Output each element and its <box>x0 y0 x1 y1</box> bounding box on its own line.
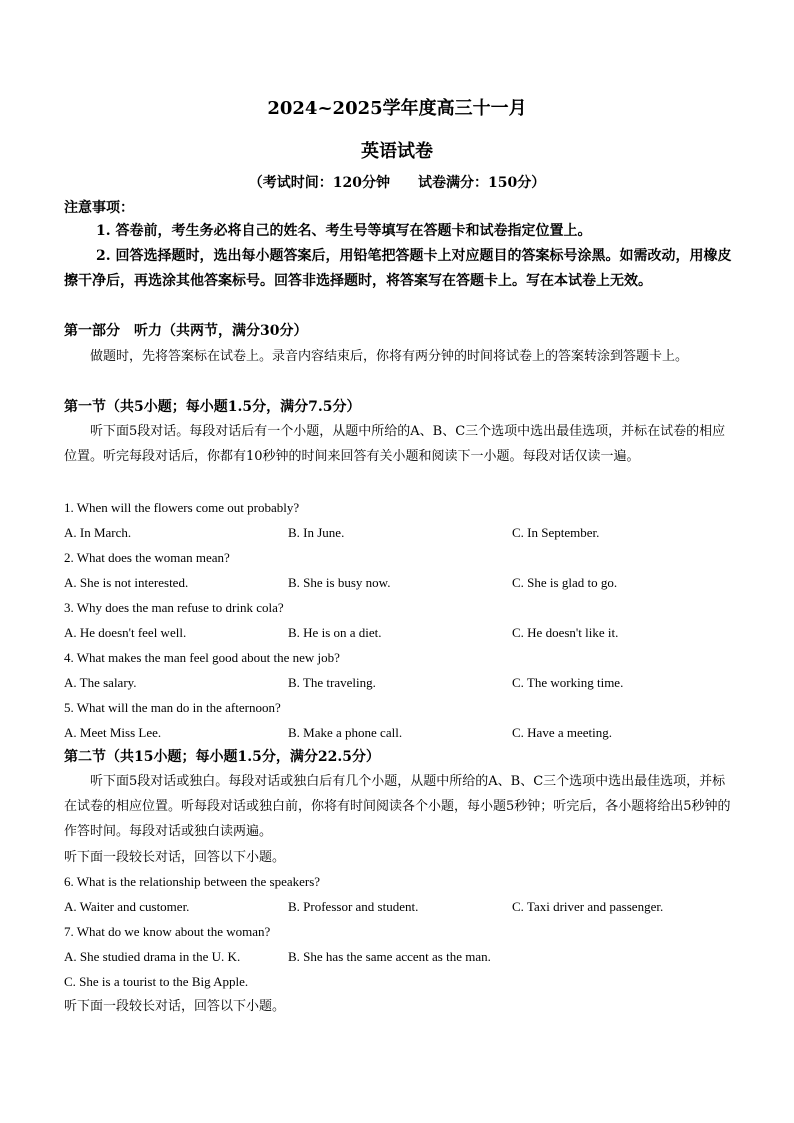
section2-heading: 第二节（共15小题；每小题1.5分，满分22.5分） <box>64 749 380 765</box>
section1-heading: 第一节（共5小题；每小题1.5分，满分7.5分） <box>64 399 361 415</box>
notes-heading: 注意事项： <box>64 200 134 216</box>
question-6: 6. What is the relationship between the speakers? <box>64 874 321 889</box>
q4-option-a: A. The salary. <box>64 675 137 690</box>
q2-option-b: B. She is busy now. <box>288 575 391 590</box>
question-1: 1. When will the flowers come out probably? <box>64 500 300 515</box>
part1-instructions: 做题时，先将答案标在试卷上。录音内容结束后，你将有两分钟的时间将试卷上的答案转涂到答题卡上。 <box>90 349 689 364</box>
section1-instructions: 听下面5段对话。每段对话后有一个小题，从题中所给的A、B、C三个选项中选出最佳选项，并标在试卷的相应位置。听完每段对话后，你都有10秒钟的时间来回答有关小题和阅读下一小题。每段对话仅读一遍。 <box>64 424 726 464</box>
exam-score: 试卷满分：150分） <box>418 175 546 191</box>
q1-option-c: C. In September. <box>512 525 600 540</box>
q1-option-b: B. In June. <box>288 525 345 540</box>
question-2: 2. What does the woman mean? <box>64 550 230 565</box>
q6-option-b: B. Professor and student. <box>288 899 419 914</box>
q5-option-b: B. Make a phone call. <box>288 725 403 740</box>
exam-subtitle: 英语试卷 <box>361 141 433 162</box>
exam-time: （考试时间：120分钟 <box>248 175 390 191</box>
section2-lead-2: 听下面一段较长对话，回答以下小题。 <box>64 999 286 1014</box>
part1-heading: 第一部分 听力（共两节，满分30分） <box>64 323 308 339</box>
question-4: 4. What makes the man feel good about the new job? <box>64 650 340 665</box>
q3-option-b: B. He is on a diet. <box>288 625 382 640</box>
q6-option-a: A. Waiter and customer. <box>64 899 190 914</box>
question-5: 5. What will the man do in the afternoon? <box>64 700 281 715</box>
q3-option-a: A. He doesn't feel well. <box>64 625 187 640</box>
q5-option-a: A. Meet Miss Lee. <box>64 725 162 740</box>
note-item-2: 2. 回答选择题时，选出每小题答案后，用铅笔把答题卡上对应题目的答案标号涂黑。如需改动，用橡皮擦干净后，再选涂其他答案标号。回答非选择题时，将答案写在答题卡上。写在本试卷上无效。 <box>64 248 732 289</box>
exam-info <box>0 173 794 193</box>
q6-option-c: C. Taxi driver and passenger. <box>512 899 664 914</box>
section2-lead-1: 听下面一段较长对话，回答以下小题。 <box>64 850 286 865</box>
question-7: 7. What do we know about the woman? <box>64 924 271 939</box>
q7-option-b: B. She has the same accent as the man. <box>288 949 491 964</box>
q2-option-c: C. She is glad to go. <box>512 575 618 590</box>
note-item-1: 1. 答卷前，考生务必将自己的姓名、考生号等填写在答题卡和试卷指定位置上。 <box>96 223 592 239</box>
q3-option-c: C. He doesn't like it. <box>512 625 619 640</box>
q2-option-a: A. She is not interested. <box>64 575 189 590</box>
question-3: 3. Why does the man refuse to drink cola? <box>64 600 284 615</box>
section2-instructions: 听下面5段对话或独白。每段对话或独白后有几个小题，从题中所给的A、B、C三个选项中选出最佳选项，并标在试卷的相应位置。听每段对话或独白前，你将有时间阅读各个小题，每小题5秒钟；听完后，各小题将给出5秒钟的作答时间。每段对话或独白读两遍。 <box>64 774 731 839</box>
q7-option-c: C. She is a tourist to the Big Apple. <box>64 974 249 989</box>
q4-option-c: C. The working time. <box>512 675 624 690</box>
q1-option-a: A. In March. <box>64 525 132 540</box>
q5-option-c: C. Have a meeting. <box>512 725 612 740</box>
q4-option-b: B. The traveling. <box>288 675 376 690</box>
exam-title: 2024~2025学年度高三十一月 <box>267 98 527 119</box>
q7-option-a: A. She studied drama in the U. K. <box>64 949 241 964</box>
